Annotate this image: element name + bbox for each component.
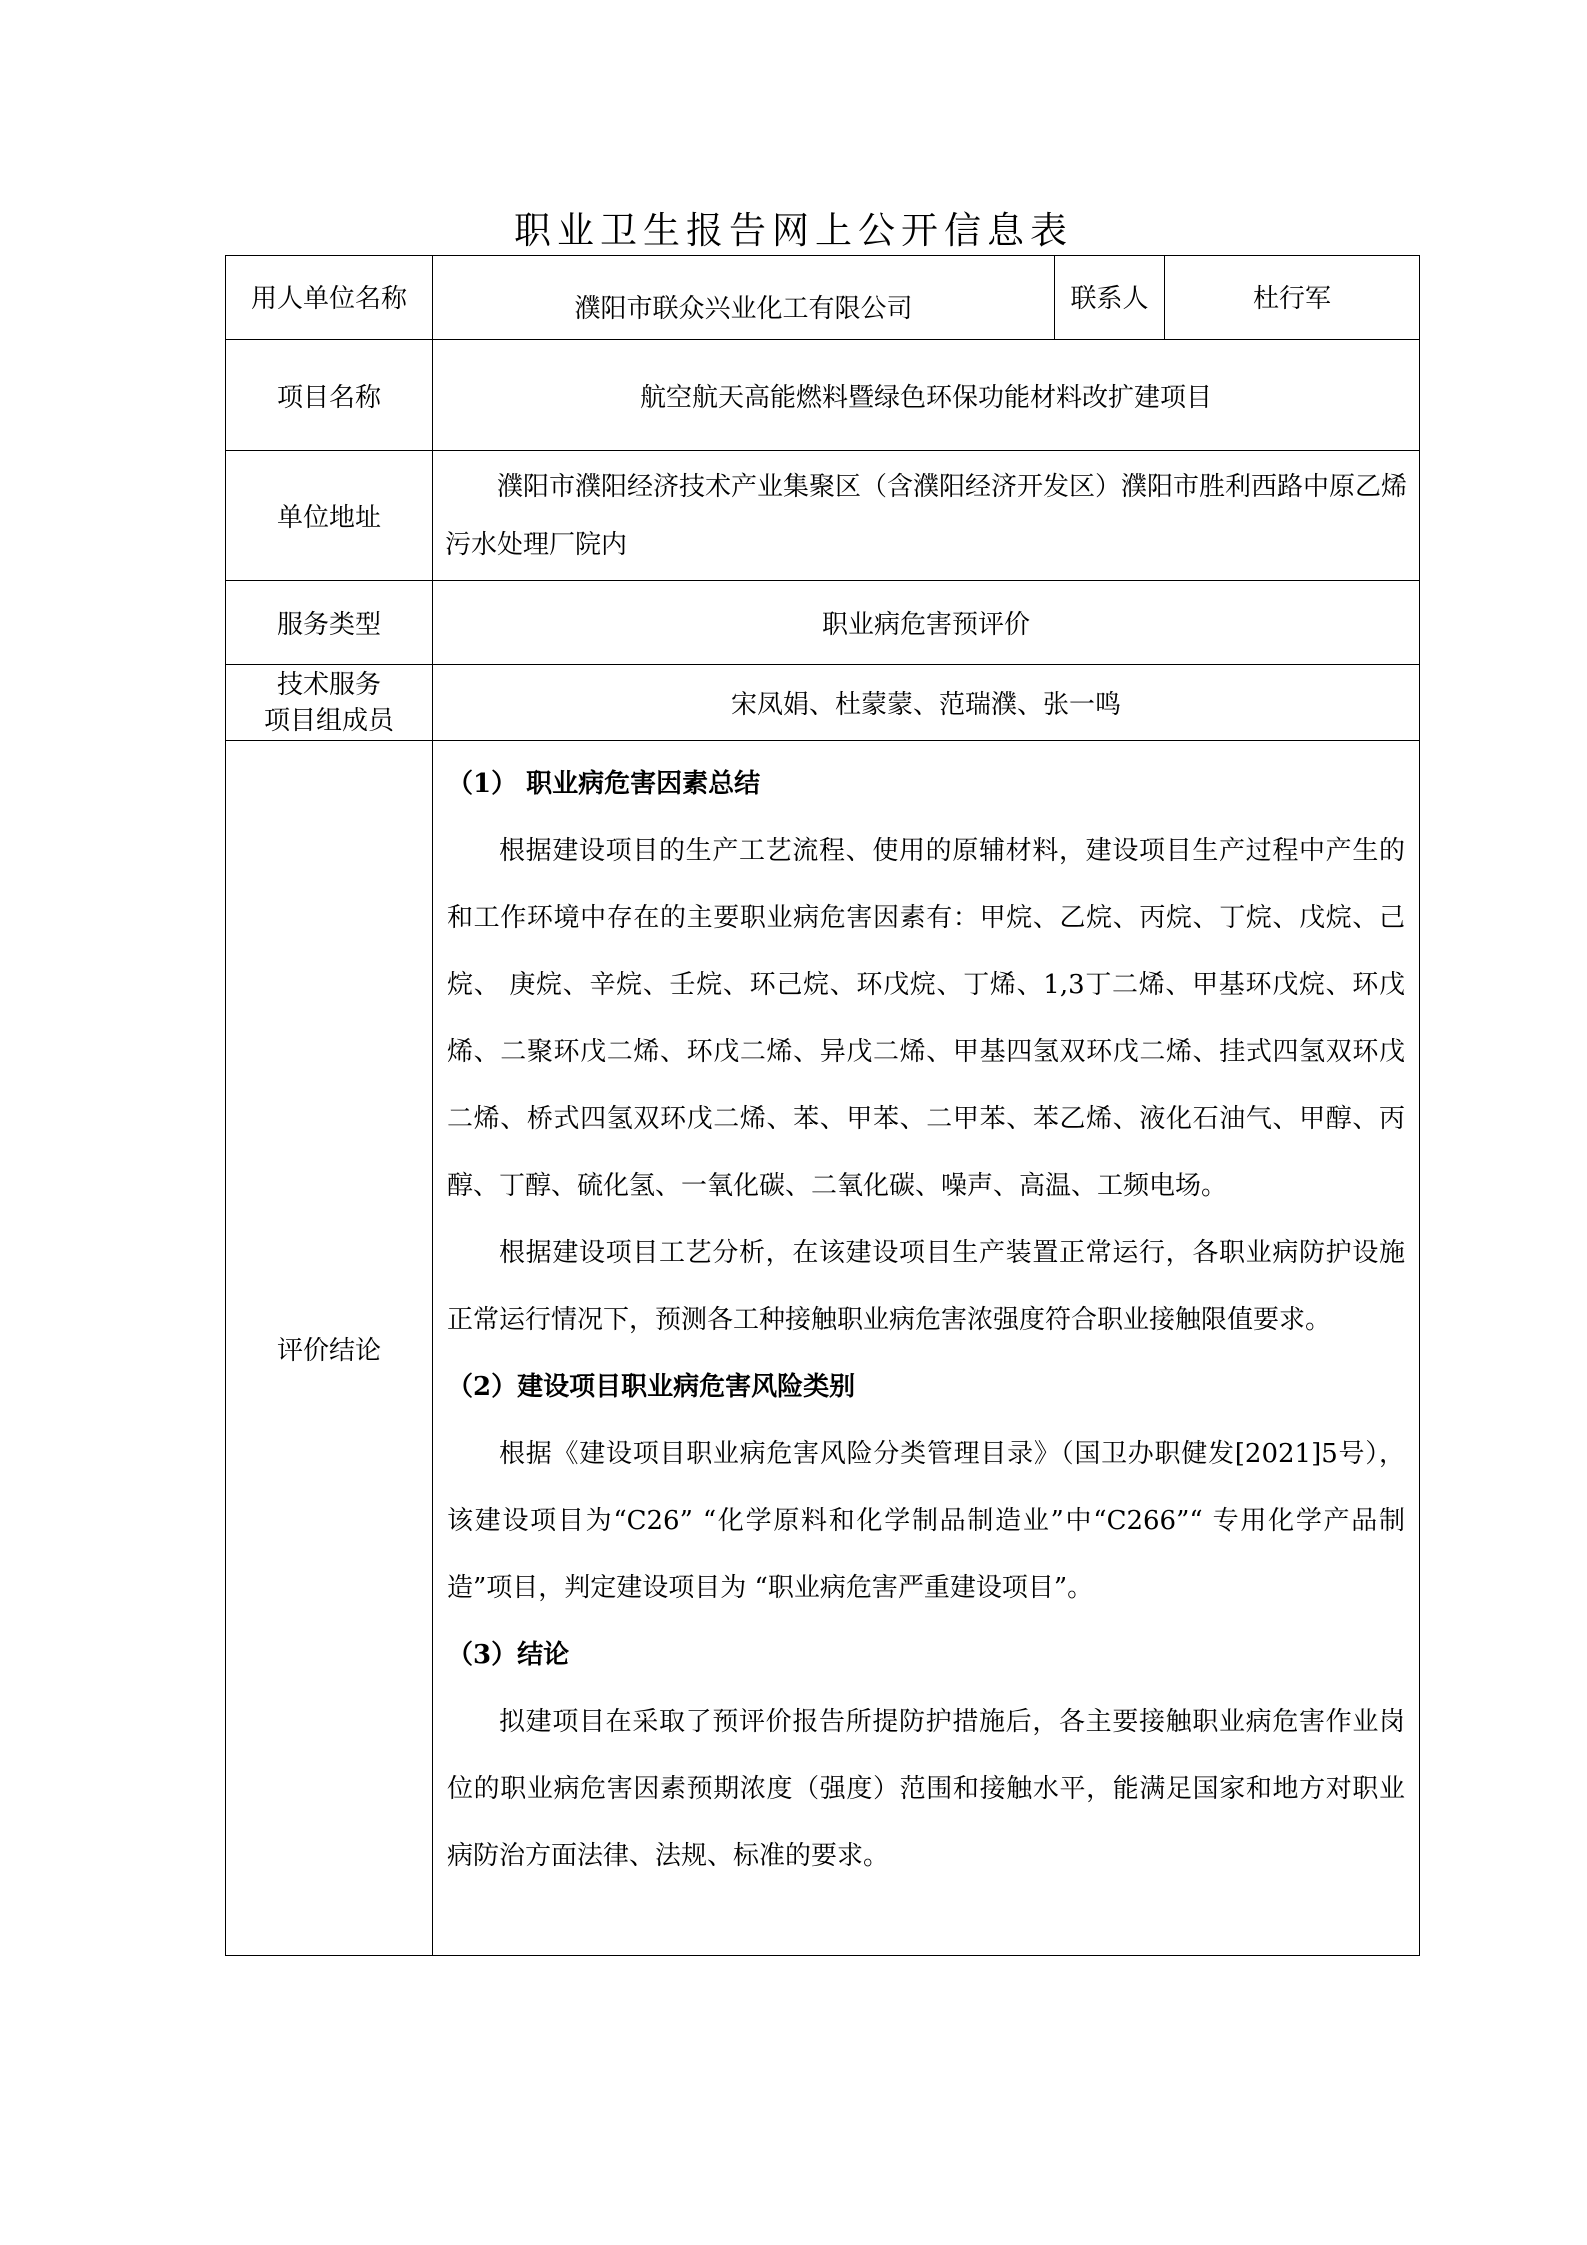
- team-label-line1: 技术服务: [276, 669, 381, 700]
- employer-label: 用人单位名称: [226, 256, 433, 340]
- row-address: [226, 451, 1420, 581]
- conclusion-paragraph-4: 拟建项目在采取了预评价报告所提防护措施后，各主要接触职业病危害作业岗位的职业病危害因素预期浓度（强度）范围和接触水平，能满足国家和地方对职业病防治方面法律、法规、标准的要求。: [447, 1707, 1405, 1871]
- page-title: 职业卫生报告网上公开信息表: [514, 209, 1073, 252]
- row-team: [226, 665, 1420, 741]
- row-employer: [226, 256, 1420, 340]
- contact-label: 联系人: [1055, 256, 1165, 340]
- service-label: 服务类型: [226, 581, 433, 665]
- row-project: [226, 340, 1420, 451]
- address-value: 濮阳市濮阳经济技术产业集聚区（含濮阳经济开发区）濮阳市胜利西路中原乙烯污水处理厂院内: [433, 451, 1420, 581]
- address-label: 单位地址: [226, 451, 433, 581]
- conclusion-paragraph-3: 根据《建设项目职业病危害风险分类管理目录》（国卫办职健发[2021]5号），该建设项目为“C26” “化学原料和化学制品制造业”中“C266”“ 专用化学产品制造”项目，判定建设项目为 “职业病危害严重建设项目”。: [447, 1439, 1405, 1603]
- team-label-line2: 项目组成员: [263, 705, 394, 736]
- conclusion-label: 评价结论: [226, 741, 433, 1956]
- conclusion-paragraph-1: 根据建设项目的生产工艺流程、使用的原辅材料，建设项目生产过程中产生的和工作环境中存在的主要职业病危害因素有：甲烷、乙烷、丙烷、丁烷、戊烷、己烷、 庚烷、辛烷、壬烷、环己烷、环戊烷、丁烯、1,3丁二烯、甲基环戊烷、环戊烯、二聚环戊二烯、环戊二烯、异戊二烯、甲基四氢双环戊二烯、挂式四氢双环戊二烯、桥式四氢双环戊二烯、苯、甲苯、二甲苯、苯乙烯、液化石油气、甲醇、丙醇、丁醇、硫化氢、一氧化碳、二氧化碳、噪声、高温、工频电场。: [447, 836, 1405, 1201]
- row-service: [226, 581, 1420, 665]
- team-value: 宋凤娟、杜蒙蒙、范瑞濮、张一鸣: [433, 665, 1420, 741]
- project-value: 航空航天高能燃料暨绿色环保功能材料改扩建项目: [433, 340, 1420, 451]
- service-value: 职业病危害预评价: [433, 581, 1420, 665]
- project-label: 项目名称: [226, 340, 433, 451]
- contact-value: 杜行军: [1165, 256, 1420, 340]
- conclusion-paragraph-2: 根据建设项目工艺分析，在该建设项目生产装置正常运行，各职业病防护设施正常运行情况下，预测各工种接触职业病危害浓强度符合职业接触限值要求。: [447, 1238, 1405, 1335]
- conclusion-content: [433, 741, 1420, 1956]
- row-conclusion: [226, 741, 1420, 1956]
- employer-value: 濮阳市联众兴业化工有限公司: [433, 256, 1055, 340]
- conclusion-heading-2: （2）建设项目职业病危害风险类别: [447, 1372, 856, 1402]
- info-table: [225, 255, 1420, 1956]
- conclusion-heading-3: （3）结论: [447, 1640, 570, 1670]
- conclusion-heading-1: （1） 职业病危害因素总结: [447, 769, 761, 799]
- team-label: [226, 665, 433, 741]
